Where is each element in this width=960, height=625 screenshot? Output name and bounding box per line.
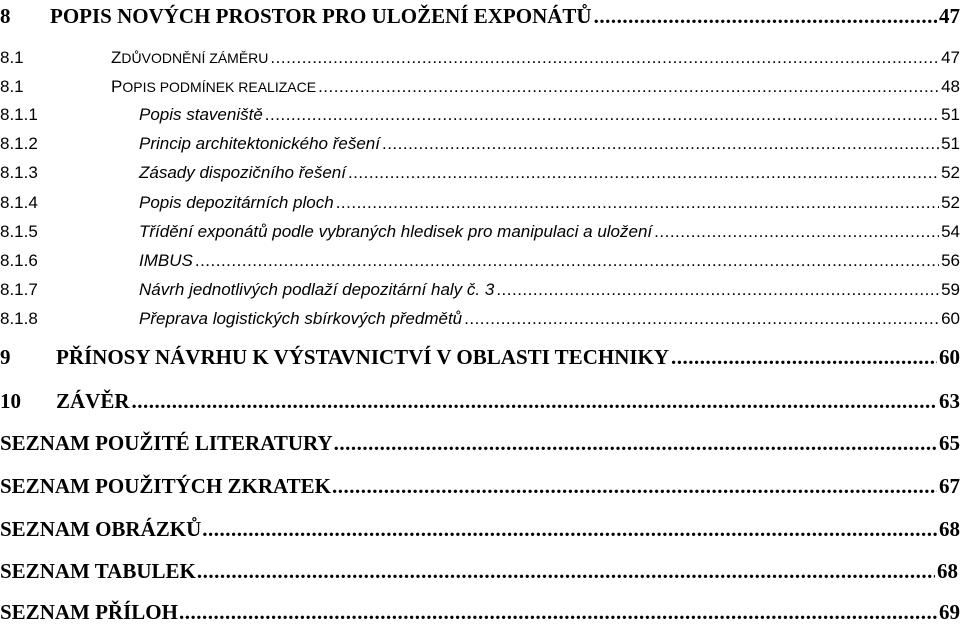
toc-entry-literatura[interactable] (0, 431, 960, 456)
dot-leader (671, 345, 937, 370)
toc-title: Zásady dispozičního řešení (139, 163, 346, 182)
toc-entry-8-1-2[interactable] (0, 134, 960, 154)
toc-number: 9 (0, 345, 11, 369)
toc-page: 69 (939, 600, 960, 624)
toc-page: 60 (941, 309, 960, 328)
toc-page: 48 (941, 77, 960, 96)
dot-leader (318, 77, 939, 97)
toc-page: 65 (939, 431, 960, 455)
toc-number: 8.1.4 (0, 193, 38, 212)
toc-title: Princip architektonického řešení (139, 134, 380, 153)
toc-page: 51 (941, 105, 960, 124)
toc-entry-prilohy[interactable] (0, 600, 960, 625)
dot-leader (270, 48, 939, 68)
toc-entry-8-1-7[interactable] (0, 280, 960, 300)
toc-entry-8-1-4[interactable] (0, 193, 960, 213)
toc-title: Popis depozitárních ploch (139, 193, 334, 212)
toc-title: Třídění exponátů podle vybraných hledisek pro manipulaci a uložení (139, 222, 653, 241)
toc-title: SEZNAM POUŽITÝCH ZKRATEK (0, 474, 331, 498)
toc-number: 8.1.6 (0, 251, 38, 270)
toc-entry-8-1-1[interactable] (0, 105, 960, 125)
toc-title: SEZNAM OBRÁZKŮ (0, 517, 202, 541)
toc-entry-8-1-popis-podminek[interactable] (0, 77, 960, 97)
toc-page: 54 (941, 222, 960, 241)
dot-leader (202, 517, 937, 542)
toc-number: 8.1 (0, 48, 24, 67)
toc-number: 8 (0, 4, 11, 28)
toc-page: 56 (941, 251, 960, 270)
dot-leader (195, 251, 939, 271)
toc-number: 10 (0, 389, 21, 413)
toc-number: 8.1.7 (0, 280, 38, 299)
toc-page: 68 (939, 517, 960, 541)
toc-page: 59 (941, 280, 960, 299)
toc-number: 8.1 (0, 77, 24, 96)
title-rest: OPIS PODMÍNEK REALIZACE (122, 79, 317, 95)
toc-number: 8.1.3 (0, 163, 38, 182)
toc-entry-8-1-3[interactable] (0, 163, 960, 183)
toc-page: 47 (941, 48, 960, 67)
toc-entry-8-1-8[interactable] (0, 309, 960, 329)
toc-entry-chapter-9[interactable] (0, 345, 960, 370)
dot-leader (594, 4, 937, 29)
toc-title: IMBUS (139, 251, 193, 270)
toc-page: 63 (939, 389, 960, 413)
dot-leader (348, 163, 939, 183)
dot-leader (197, 559, 935, 584)
toc-entry-8-1-zduvodneni[interactable] (0, 48, 960, 68)
toc-title: Přeprava logistických sbírkových předmětů (139, 309, 463, 328)
title-first-letter: Z (111, 48, 122, 67)
toc-title: SEZNAM POUŽITÉ LITERATURY (0, 431, 333, 455)
toc-entry-zkratky[interactable] (0, 474, 960, 499)
toc-title (111, 48, 268, 68)
toc-title: SEZNAM PŘÍLOH (0, 600, 178, 624)
toc-entry-chapter-8[interactable] (0, 4, 960, 29)
dot-leader (496, 280, 939, 300)
toc-entry-8-1-5[interactable] (0, 222, 960, 242)
toc-title: SEZNAM TABULEK (0, 559, 196, 583)
toc-title: Návrh jednotlivých podlaží depozitární haly č. 3 (139, 280, 495, 299)
dot-leader (336, 193, 939, 213)
dot-leader (179, 600, 937, 625)
toc-entry-tabulky[interactable] (0, 559, 958, 584)
toc-page: 68 (937, 559, 958, 583)
toc-page: 52 (941, 193, 960, 212)
toc-entry-obrazky[interactable] (0, 517, 960, 542)
toc-page: 51 (941, 134, 960, 153)
toc-title: Popis staveniště (139, 105, 263, 124)
dot-leader (132, 389, 937, 414)
toc-number: 8.1.1 (0, 105, 38, 124)
toc-number: 8.1.5 (0, 222, 38, 241)
dot-leader (334, 431, 937, 456)
dot-leader (464, 309, 939, 329)
toc-page: 60 (939, 345, 960, 369)
dot-leader (654, 222, 939, 242)
toc-title (111, 77, 316, 97)
toc-page: 67 (939, 474, 960, 498)
toc-entry-chapter-10[interactable] (0, 389, 960, 414)
dot-leader (265, 105, 939, 125)
title-first-letter: P (111, 77, 123, 96)
toc-title: PŘÍNOSY NÁVRHU K VÝSTAVNICTVÍ V OBLASTI TECHNIKY (56, 345, 670, 369)
toc-page: 47 (939, 4, 960, 28)
toc-title: POPIS NOVÝCH PROSTOR PRO ULOŽENÍ EXPONÁTŮ (50, 4, 592, 28)
dot-leader (332, 474, 937, 499)
toc-page: 52 (941, 163, 960, 182)
toc-number: 8.1.8 (0, 309, 38, 328)
toc-entry-8-1-6[interactable] (0, 251, 960, 271)
title-rest: DŮVODNĚNÍ ZÁMĚRU (121, 50, 269, 66)
toc-number: 8.1.2 (0, 134, 38, 153)
toc-title: ZÁVĚR (56, 389, 130, 413)
dot-leader (382, 134, 939, 154)
